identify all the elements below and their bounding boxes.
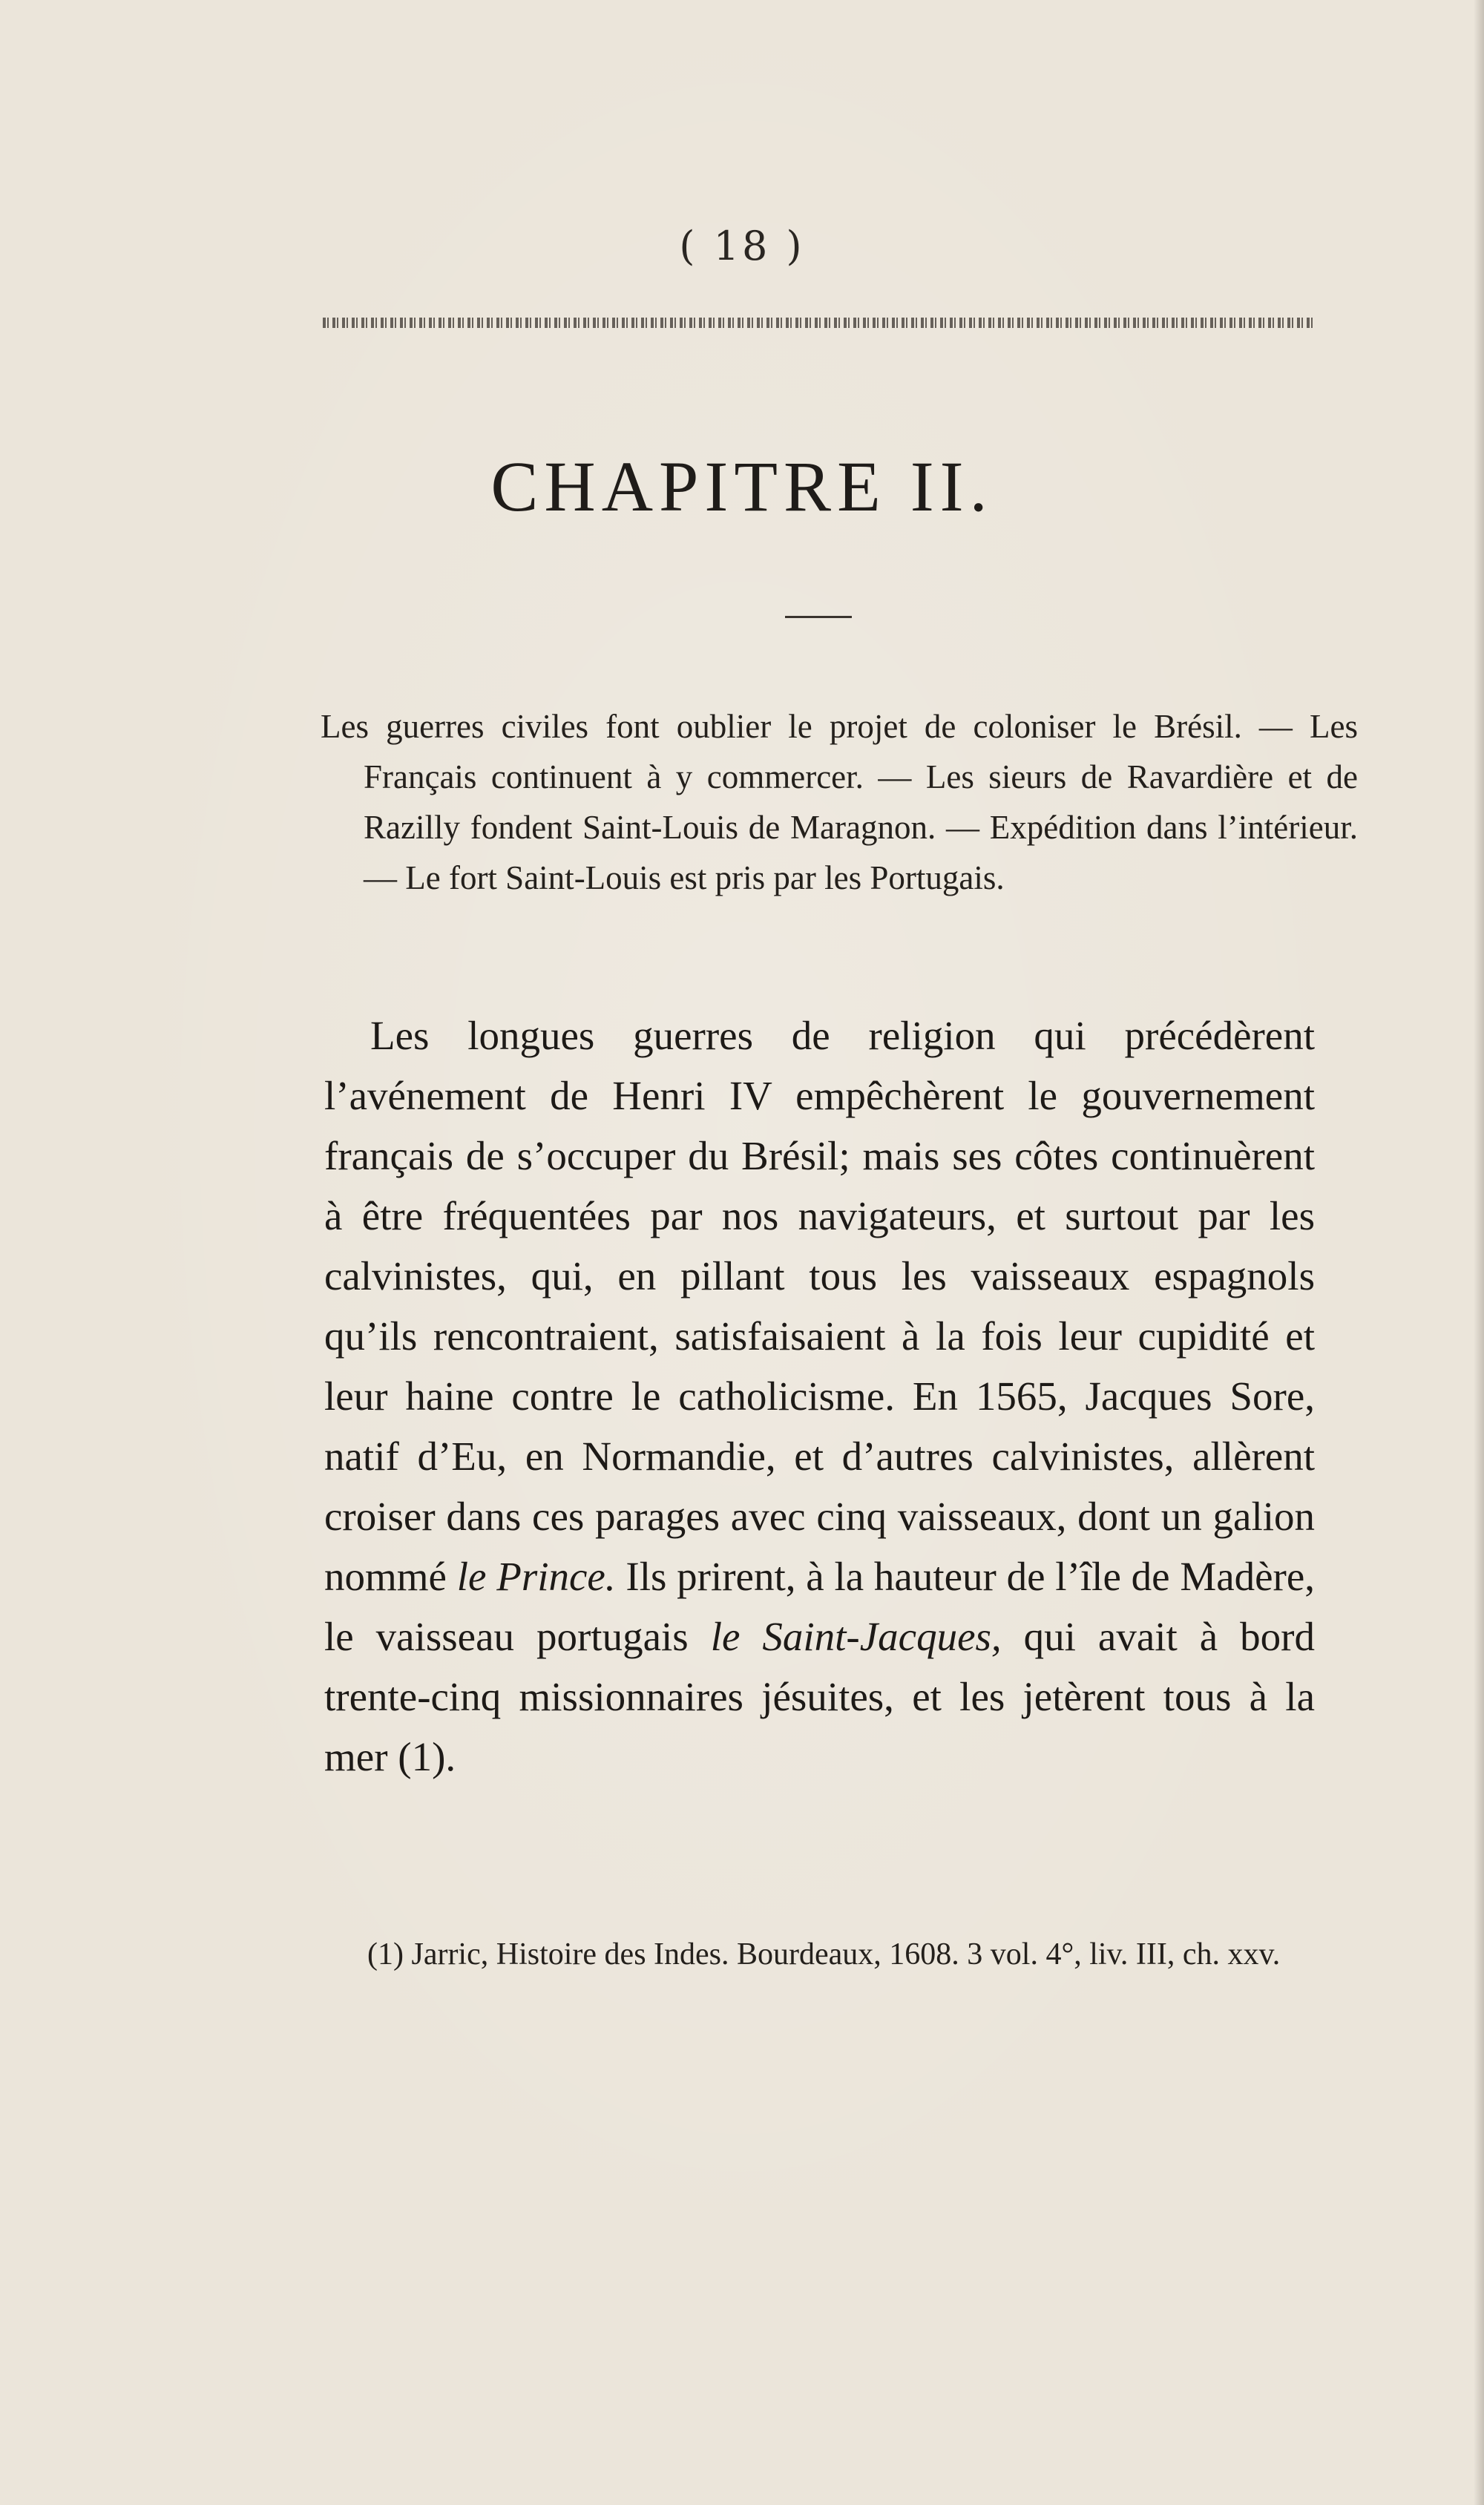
chapter-summary: Les guerres civiles font oublier le projet de coloniser le Brésil. — Les Français continuent à y commercer. — Les sieurs de Ravardière et de Razilly fondent Saint-Louis de Maragnon. — Expédition dans l’intérieur. — Le fort Saint-Louis est pris par les Portugais. [321, 708, 1358, 896]
body-text-part-3: qui avait à bord trente-cinq missionnaires jésuites, et les jetèrent tous à la mer (1). [324, 1614, 1315, 1779]
title-divider [785, 616, 852, 618]
footnote: (1) Jarric, Histoire des Indes. Bourdeaux, 1608. 3 vol. 4°, liv. III, ch. xxv. [367, 1937, 1281, 1972]
body-text-part-1: Les longues guerres de religion qui précédèrent l’avénement de Henri IV empêchèrent le gouvernement français de s’occuper du Brésil; mais ses côtes continuèrent à être fréquentées par nos navigateurs, et surtout par les calvinistes, qui, en pillant tous les vaisseaux espagnols qu’ils rencontraient, satisfaisaient à la fois leur cupidité et leur haine contre le catholicisme. En 1565, Jacques Sore, natif d’Eu, en Normandie, et d’autres calvinistes, allèrent croiser dans ces parages avec cinq vaisseaux, dont un galion nommé [324, 1013, 1315, 1599]
page-edge-shadow [1474, 0, 1484, 2505]
chapter-title: CHAPITRE II. [490, 447, 994, 526]
body-paragraph [324, 1005, 1315, 1787]
page-number: ( 18 ) [679, 223, 805, 269]
ship-name-saint-jacques: le Saint-Jacques, [710, 1614, 1002, 1659]
body-text-part-2: Ils prirent, à la hauteur de l’île de Madère, le vaisseau portugais [324, 1554, 1316, 1659]
ship-name-le-prince: le Prince. [456, 1554, 616, 1599]
ornamental-rule [323, 318, 1313, 328]
